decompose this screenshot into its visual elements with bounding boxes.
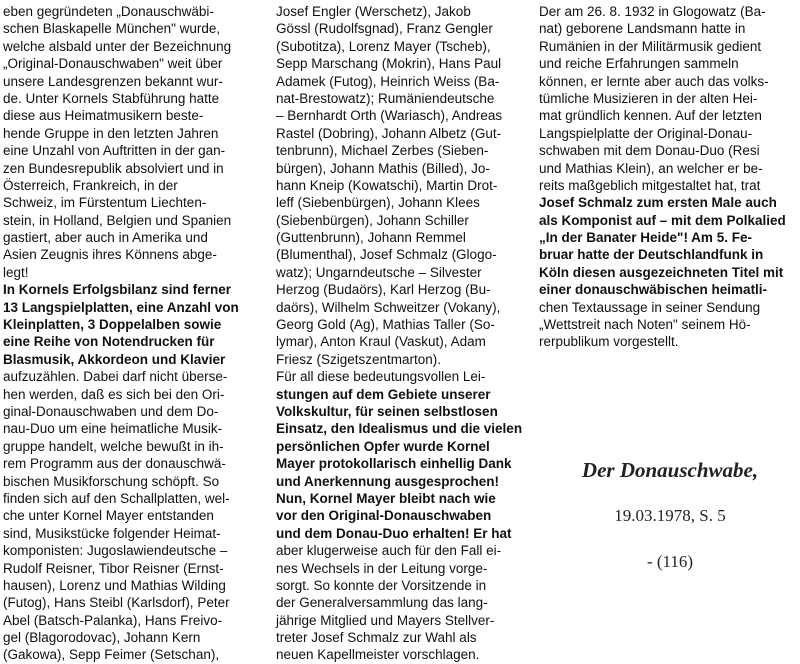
article-line: jährige Mitglied und Mayers Stellver- (276, 612, 495, 628)
article-line: Josef Schmalz zum ersten Male auch (539, 195, 777, 211)
article-line: Friesz (Szigetszentmarton). (276, 351, 442, 367)
article-line: und Mathias Klein), an welcher er be- (539, 160, 763, 176)
article-line: persönlichen Opfer wurde Kornel (276, 438, 490, 454)
article-line: 13 Langspielplatten, eine Anzahl von (3, 299, 239, 315)
article-line: Rumänien in der Militärmusik gedient (539, 38, 762, 54)
article-line: Für all diese bedeutungsvollen Lei- (276, 369, 486, 385)
article-line: und reiche Erfahrungen sammeln (539, 56, 739, 72)
article-line: Asien Zeugnis ihres Könnens abge- (3, 247, 217, 263)
article-line: Herzog (Budaörs), Karl Herzog (Bu- (276, 282, 491, 298)
source-number: - (116) (646, 552, 694, 571)
article-line: nau-Duo um eine heimatliche Musik- (3, 421, 223, 437)
article-line: lymar), Anton Kraul (Vaskut), Adam (276, 334, 486, 350)
article-line: gastiert, aber auch in Amerika und (3, 230, 208, 246)
article-line: Österreich, Frankreich, in der (3, 177, 178, 193)
article-line: „Original-Donauschwaben" weit über (3, 56, 223, 72)
article-line: finden sich auf den Schallplatten, wel- (3, 490, 230, 506)
article-line: Josef Engler (Werschetz), Jakob (276, 4, 471, 19)
article-line: zen Bundesrepublik absolviert und in (3, 160, 224, 176)
article-line: Der am 26. 8. 1932 in Glogowatz (Ba- (539, 4, 766, 19)
article-line: gel (Blagorodovac), Johann Kern (3, 630, 201, 646)
article-line: (Guttenbrunn), Johann Remmel (276, 230, 466, 246)
article-line: eine Unzahl von Auftritten in der gan- (3, 143, 226, 159)
article-line: hann Kneip (Kowatschi), Martin Drot- (276, 177, 498, 193)
source-date-page: 19.03.1978, S. 5 (614, 506, 726, 525)
article-line: Nun, Kornel Mayer bleibt nach wie (276, 490, 496, 506)
article-line: legt! (3, 264, 29, 280)
article-line: nat-Brestowatz); Rumäniendeutsche (276, 90, 495, 106)
article-line: – Bernhardt Orth (Wariasch), Andreas (276, 108, 503, 124)
article-line: In Kornels Erfolgsbilanz sind ferner (3, 282, 232, 298)
article-line: nat) geborene Landsmann hatte in (539, 21, 746, 37)
article-line: Blasmusik, Akkordeon und Klavier (3, 351, 226, 367)
article-line: ginal-Donauschwaben und dem Do- (3, 403, 219, 419)
article-line: treter Josef Schmalz zur Wahl als (276, 630, 477, 646)
article-line: Köln diesen ausgezeichneten Titel mit (539, 264, 784, 280)
article-line: hausen), Lorenz und Mathias Wilding (3, 577, 226, 593)
article-line: tenbrunn), Michael Zerbes (Sieben- (276, 143, 489, 159)
article-column-3 (539, 3, 797, 351)
article-line: hende Gruppe in den letzten Jahren (3, 125, 219, 141)
article-line: daörs), Wilhelm Schweitzer (Vokany), (276, 299, 501, 315)
article-line: leff (Siebenbürgen), Johann Klees (276, 195, 480, 211)
article-line: Einsatz, den Idealismus und die vielen (276, 421, 523, 437)
article-line: als Komponist auf – mit dem Polkalied (539, 212, 786, 228)
article-line: diese aus Heimatmusikern beste- (3, 108, 204, 124)
article-line: Abel (Batsch-Palanka), Hans Freivo- (3, 612, 223, 628)
article-line: Langspielplatte der Original-Donau- (539, 125, 753, 141)
article-line: neuen Kapellmeister vorschlagen. (276, 647, 480, 663)
article-line: rem Programm aus der donauschwä- (3, 456, 226, 472)
article-line: und Anerkennung ausgesprochen! (276, 473, 500, 489)
article-column-1 (3, 3, 267, 664)
article-line: sorgt. So konnte der Vorsitzende in (276, 577, 487, 593)
article-line: che unter Kornel Mayer entstanden (3, 508, 214, 524)
article-line: stungen auf dem Gebiete unserer (276, 386, 491, 402)
article-line: Kleinplatten, 3 Doppelalben sowie (3, 317, 222, 333)
article-line: (Siebenbürgen), Johann Schiller (276, 212, 469, 228)
article-line: einer donauschwäbischen heimatli- (539, 282, 768, 298)
article-line: stein, in Holland, Belgien und Spanien (3, 212, 232, 228)
article-line: vor den Original-Donauschwaben (276, 508, 492, 524)
article-line: Sepp Marschang (Mokrin), Hans Paul (276, 56, 502, 72)
article-column-2 (276, 3, 534, 664)
article-line: Schweiz, im Fürstentum Liechten- (3, 195, 207, 211)
article-line: welche alsbald unter der Bezeichnung (3, 38, 232, 54)
article-line: (Futog), Hans Steibl (Karlsdorf), Peter (3, 595, 230, 611)
article-line: rerpublikum vorgestellt. (539, 334, 679, 350)
article-line: Gössl (Rudolfsgnad), Franz Gengler (276, 21, 493, 37)
article-line: Volkskultur, für seinen selbstlosen (276, 403, 498, 419)
article-line: nes Wechsels in der Leitung vorge- (276, 560, 488, 576)
article-line: tümliche Musizieren in der alten Hei- (539, 90, 758, 106)
article-line: Rudolf Reisner, Tibor Reisner (Ernst- (3, 560, 224, 576)
article-line: aufzuzählen. Dabei darf nicht überse- (3, 369, 228, 385)
article-line: der Generalversammlung das lang- (276, 595, 488, 611)
article-line: komponisten: Jugoslawiendeutsche – (3, 543, 228, 559)
article-line: Adamek (Futog), Heinrich Weiss (Ba- (276, 73, 500, 89)
article-line: reits maßgeblich mitgestaltet hat, trat (539, 177, 761, 193)
article-line: können, er lernte aber auch das volks- (539, 73, 769, 89)
source-title: Der Donauschwabe, (581, 458, 759, 482)
article-line: sind, Musikstücke folgender Heimat- (3, 525, 221, 541)
article-line: chen Textaussage in seiner Sendung (539, 299, 761, 315)
article-line: „In der Banater Heide"! Am 5. Fe- (539, 230, 752, 246)
article-line: schwaben mit dem Donau-Duo (Resi (539, 143, 760, 159)
article-line: eine Reihe von Notendrucken für (3, 334, 215, 350)
article-line: mat gründlich kennen. Auf der letzten (539, 108, 762, 124)
article-line: Mayer protokollarisch einhellig Dank (276, 456, 512, 472)
article-line: und dem Donau-Duo erhalten! Er hat (276, 525, 512, 541)
article-line: Georg Gold (Ag), Mathias Taller (So- (276, 317, 495, 333)
article-line: „Wettstreit nach Noten" seinem Hö- (539, 317, 751, 333)
article-line: (Subotitza), Lorenz Mayer (Tscheb), (276, 38, 491, 54)
article-line: (Gakowa), Sepp Feimer (Setschan), (3, 647, 220, 663)
article-line: Rastel (Dobring), Johann Albetz (Gut- (276, 125, 502, 141)
article-line: bischen Musikforschung schöpft. So (3, 473, 220, 489)
article-line: schen Blaskapelle München" wurde, (3, 21, 221, 37)
article-line: unsere Landesgrenzen bekannt wur- (3, 73, 223, 89)
article-line: bürgen), Johann Mathis (Billed), Jo- (276, 160, 490, 176)
article-line: bruar hatte der Deutschlandfunk in (539, 247, 764, 263)
article-line: aber klugerweise auch für den Fall ei- (276, 543, 502, 559)
article-line: watz); Ungarndeutsche – Silvester (276, 264, 482, 280)
article-line: (Blumenthal), Josef Schmalz (Glogo- (276, 247, 497, 263)
article-line: de. Unter Kornels Stabführung hatte (3, 90, 220, 106)
article-line: gruppe handelt, welche bewußt in ih- (3, 438, 224, 454)
article-line: eben gegründeten „Donauschwäbi- (3, 4, 214, 19)
article-line: hen werden, daß es sich bei den Ori- (3, 386, 225, 402)
